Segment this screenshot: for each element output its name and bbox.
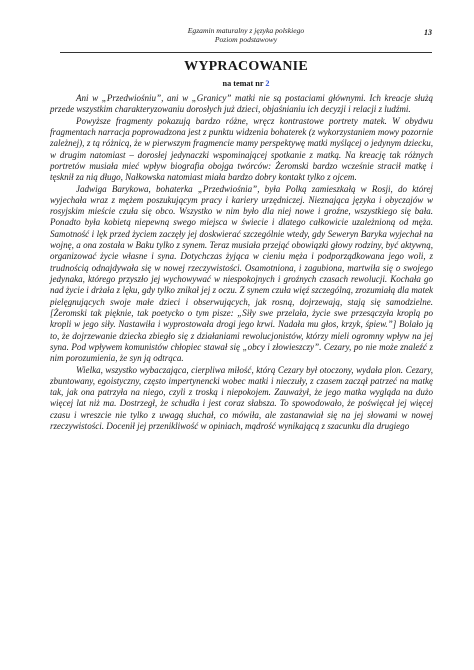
essay-paragraph-4: Wielka, wszystko wybaczająca, cierpliwa miłość, którą Cezary był otoczony, wydała plon. Cezary, zbuntowany, egoistyczny, często impertynencki wobec matki i nieczuły, z czasem zaczął patrzeć na matkę tak, jak ona patrzyła na niego, czyli z troską i niepokojem. Zauważył, że jego matka wygląda na dużo więcej lat niż ma. Dostrzegł, że schudła i jest coraz słabsza. To spowodowało, że poświęcał jej więcej czasu i wreszcie nie tylko z uwagą słuchał, co mówiła, ale zastanawiał się na jej słowami w nowej rzeczywistości. Docenił jej przenikliwość w opiniach, mądrość wynikającą z szacunku dla drugiego: [50, 364, 433, 432]
topic-subtitle: [60, 79, 432, 89]
essay-paragraph-2: Powyższe fragmenty pokazują bardzo różne, wręcz kontrastowe portrety matek. W obydwu fragmentach narracja poprowadzona jest z punktu widzenia bohaterek (z wykorzystaniem mowy pozornie zależnej), z tą różnicą, że w pierwszym fragmencie mamy perspektywę matki myślącej o jedynym dziecku, w drugim natomiast – dorosłej jedynaczki wspominającej spotkanie z matką. Na kreację tak różnych portretów musiała mieć wpływ biografia obojga twórców: Żeromski bardzo wcześnie stracił matkę i tęsknił za nią długo, Nałkowska natomiast miała bardzo dobry kontakt tylko z ojcem.: [50, 115, 433, 183]
topic-number: 2: [265, 79, 270, 88]
essay-paragraph-3: Jadwiga Barykowa, bohaterka „Przedwiośnia”, była Polką zamieszkałą w Rosji, do której wyjechała wraz z mężem poszukującym pracy i kariery urzędniczej. Nieznająca języka i obyczajów w rosyjskim mieście czuła się obco. Wszystko w nim było dla niej nowe i groźne, wszystkiego się bała. Ponadto była kobietą niepewną swego miejsca w świecie i dlatego całkowicie uzależnioną od męża. Samotność i lęk przed życiem zaczęły jej doskwierać szczególnie wtedy, gdy Seweryn Baryka wyjechał na wojnę, a ona została w Baku tylko z synem. Teraz musiała przejąć obowiązki głowy rodziny, być aktywną, organizować życie własne i syna. Dotychczas żyjąca w cieniu męża i podporządkowana jego woli, z trudnością odnajdywała się w nowej rzeczywistości. Osamotniona, i zagubiona, martwiła się o swojego jedynaka, którego przyszło jej wychowywać w niespokojnych i groźnych czasach rewolucji. Kochała go nad życie i drżała z lęku, gdy tylko znikał jej z oczu. Z synem czuła więź szczególną, zrozumiałą dla matek pielęgnujących swoje małe dzieci i obserwujących, jak rosną, dojrzewają, stają się samodzielne. [Żeromski tak pięknie, tak poetycko o tym pisze: „Siły swe przelała, życie swe przesączyła kroplą po kropli w jego siły. Nastawiła i wyprostowała drogi jego krwi. Nadała mu głos, krzyk, śpiew.”] Bolało ją to, że dojrzewanie dziecka zbiegło się z działaniami rewolucjonistów, którzy mieli ogromny wpływ na jej syna. Pod wpływem komunistów chłopiec stawał się „obcy i złowieszczy”. Cezary, po nie może znaleźć z nim porozumienia, że syn ją odtrąca.: [50, 183, 433, 364]
page-number: 13: [424, 28, 432, 37]
page-title: WYPRACOWANIE: [184, 59, 308, 74]
exam-name: Egzamin maturalny z języka polskiego: [187, 26, 305, 35]
header-text: [60, 26, 432, 44]
essay-paragraph-1: Ani w „Przedwiośniu”, ani w „Granicy” matki nie są postaciami głównymi. Ich kreacje służą przede wszystkim charakteryzowaniu dorosłych już dzieci, objaśnianiu ich decyzji i relacji z ludźmi.: [50, 93, 433, 115]
topic-label: na temat nr: [222, 79, 264, 88]
page-header: [60, 26, 432, 53]
exam-level: Poziom podstawowy: [214, 35, 278, 44]
essay-body: [50, 93, 433, 432]
